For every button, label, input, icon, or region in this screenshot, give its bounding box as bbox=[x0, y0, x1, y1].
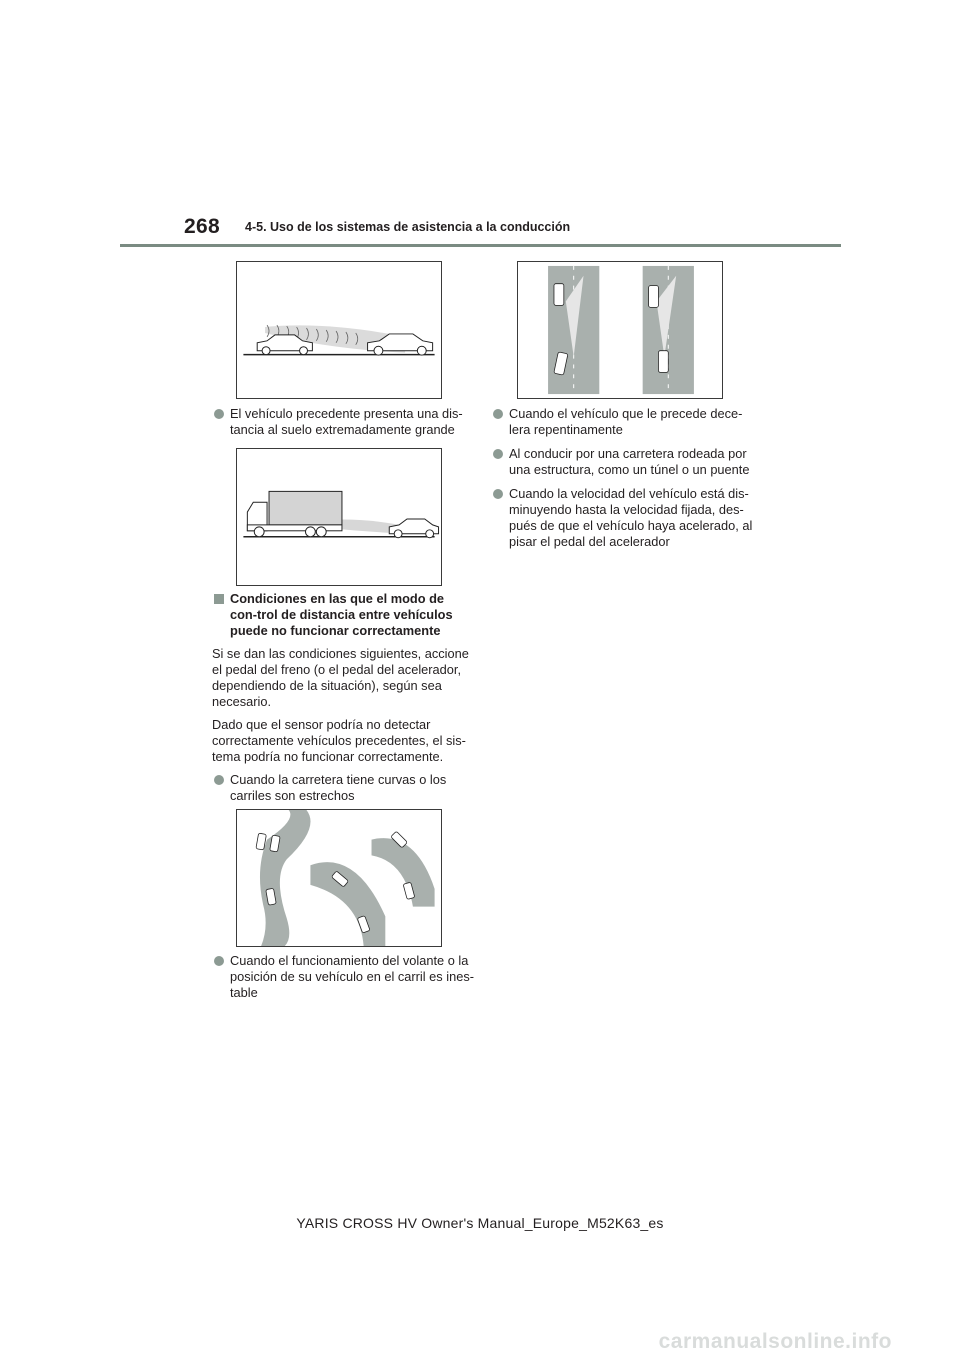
bullet-text: Cuando la velocidad del vehículo está dis-minuyendo hasta la velocidad fijada, des-pués de que el vehículo haya acelerado, al pisar el pedal del acelerador bbox=[509, 486, 753, 549]
paragraph: Si se dan las condiciones siguientes, accione el pedal del freno (o el pedal del acelerador, dependiendo de la situación), según sea necesario. bbox=[212, 646, 469, 709]
figure-curved-roads bbox=[236, 809, 442, 947]
figure-high-clearance-vehicle bbox=[236, 261, 442, 399]
bullet-text: Cuando la carretera tiene curvas o los carriles son estrechos bbox=[230, 772, 447, 803]
bullet-dot-icon bbox=[493, 489, 503, 499]
paragraph: Dado que el sensor podría no detectar correctamente vehículos precedentes, el sis-tema podría no funcionar correctamente. bbox=[212, 717, 466, 764]
footer-manual-title: YARIS CROSS HV Owner's Manual_Europe_M52K63_es bbox=[296, 1215, 664, 1231]
figure-sudden-deceleration bbox=[517, 261, 723, 399]
header-rule bbox=[120, 244, 841, 247]
figure-truck bbox=[236, 448, 442, 586]
subsection-heading bbox=[212, 591, 474, 639]
bullet-item bbox=[491, 446, 753, 478]
bullet-dot-icon bbox=[214, 956, 224, 966]
right-column bbox=[491, 406, 753, 558]
left-column-middle bbox=[212, 591, 474, 812]
page-number: 268 bbox=[184, 215, 220, 238]
bullet-item bbox=[212, 406, 474, 438]
bullet-text: Al conducir por una carretera rodeada por una estructura, como un túnel o un puente bbox=[509, 446, 750, 477]
bullet-text: Cuando el funcionamiento del volante o la posición de su vehículo en el carril es ines-table bbox=[230, 953, 474, 1000]
bullet-item bbox=[491, 486, 753, 550]
bullet-dot-icon bbox=[493, 409, 503, 419]
left-column-bottom bbox=[212, 953, 474, 1009]
bullet-item bbox=[212, 772, 474, 804]
bullet-item bbox=[212, 953, 474, 1001]
bullet-dot-icon bbox=[214, 409, 224, 419]
bullet-item bbox=[491, 406, 753, 438]
section-title: 4-5. Uso de los sistemas de asistencia a la conducción bbox=[245, 220, 571, 234]
heading-square-icon bbox=[214, 594, 224, 604]
left-column bbox=[212, 406, 474, 446]
bullet-text: Cuando el vehículo que le precede dece-lera repentinamente bbox=[509, 406, 743, 437]
heading-text: Condiciones en las que el modo de con-trol de distancia entre vehículos puede no funcionar correctamente bbox=[230, 591, 453, 638]
watermark: carmanualsonline.info bbox=[658, 1330, 892, 1353]
bullet-dot-icon bbox=[214, 775, 224, 785]
bullet-text: El vehículo precedente presenta una dis-tancia al suelo extremadamente grande bbox=[230, 406, 463, 437]
bullet-dot-icon bbox=[493, 449, 503, 459]
